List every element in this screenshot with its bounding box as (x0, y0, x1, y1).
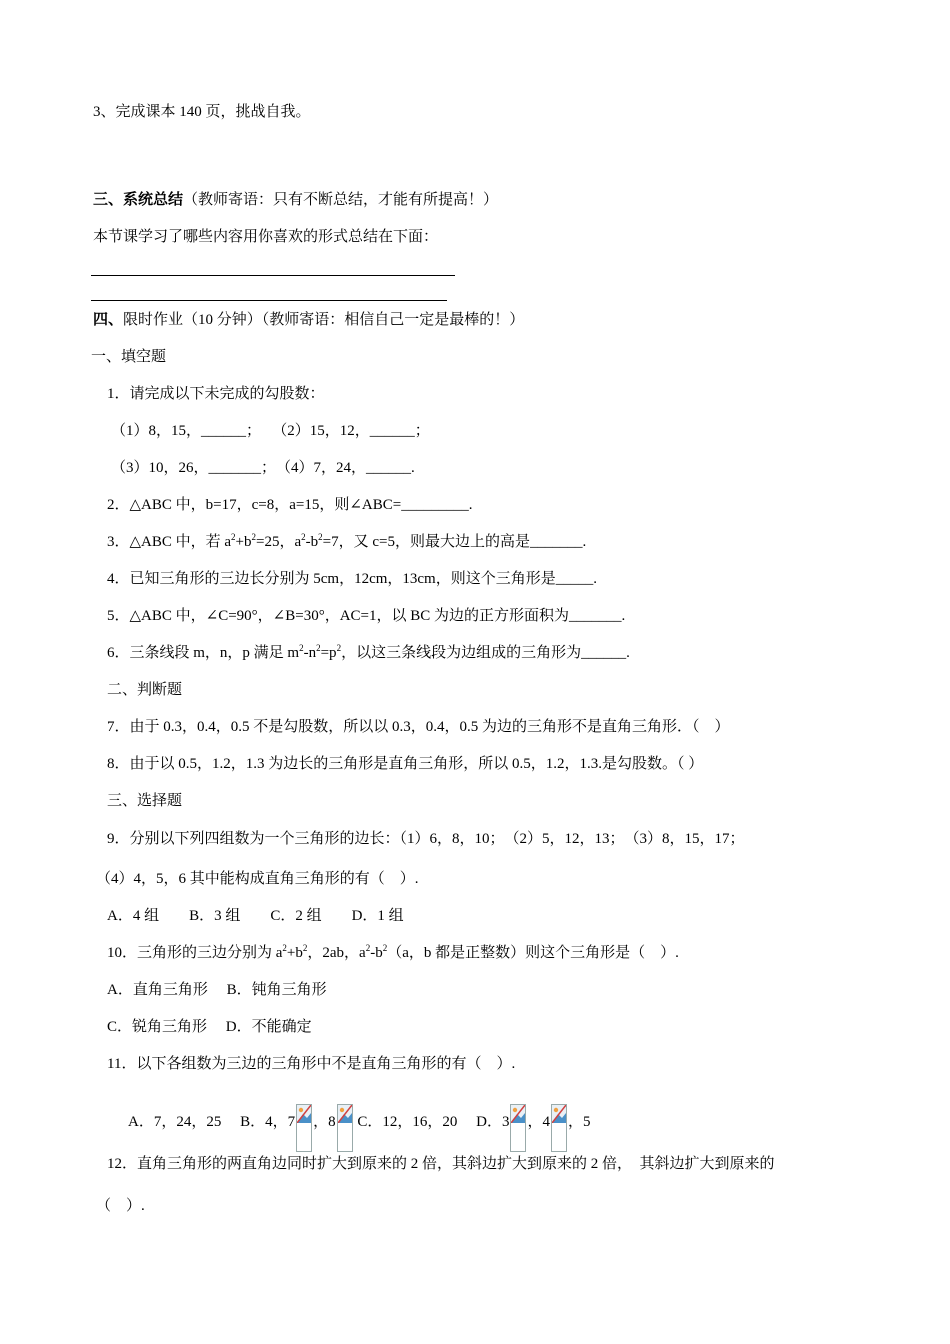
question-5: 5．△ABC 中，∠C=90°，∠B=30°，AC=1，以 BC 为边的正方形面积为_______. (107, 608, 626, 624)
option-d-end: ，5 (567, 1114, 591, 1130)
exponent: 2 (251, 532, 257, 542)
question-4: 4．已知三角形的三边长分别为 5cm，12cm，13cm，则这个三角形是_____. (107, 571, 597, 587)
question-1: 1．请完成以下未完成的勾股数： (107, 386, 325, 402)
broken-image-icon (551, 1104, 567, 1152)
exponent: 2 (365, 943, 371, 953)
broken-image-icon (510, 1104, 526, 1152)
question-10-text: -b (370, 945, 383, 961)
question-6-text: =p (320, 645, 337, 661)
question-3-text: 3．△ABC 中，若 a (107, 534, 232, 550)
question-9-line-1: 9．分别以下列四组数为一个三角形的边长：（1）6，8，10； （2）5，12，13； （3）8，15，17； (107, 831, 745, 847)
exponent: 2 (336, 643, 342, 653)
question-1-line-1: （1）8，15，______； （2）15，12，______； (111, 423, 430, 439)
exponent: 2 (301, 532, 306, 542)
option-d-mid: ，4 (527, 1114, 550, 1130)
question-10-text: 10．三角形的三边分别为 a (107, 945, 283, 961)
question-12-line-2: （ ）. (96, 1198, 145, 1214)
exponent: 2 (299, 643, 304, 653)
question-2: 2．△ABC 中，b=17，c=8，a=15，则∠ABC=_________. (107, 497, 473, 513)
answer-line-2 (91, 300, 447, 301)
section-4-header (93, 310, 524, 330)
part-3-heading: 三、选择题 (107, 793, 183, 809)
question-11-options (128, 1104, 590, 1152)
exponent: 2 (318, 532, 323, 542)
broken-image-icon (337, 1104, 353, 1152)
part-1-heading: 一、填空题 (91, 349, 167, 365)
question-3-text: =25，a (256, 534, 302, 550)
exponent: 2 (282, 943, 287, 953)
option-c-d: C．12，16，20 D．3 (357, 1114, 510, 1130)
answer-line-1 (91, 275, 455, 276)
question-10 (107, 943, 679, 963)
question-8: 8．由于以 0.5，1.2，1.3 为边长的三角形是直角三角形，所以 0.5，1.2，1.3.是勾股数。（ ） (107, 756, 704, 772)
section-4-title: 限时作业（10 分钟）（教师寄语：相信自己一定是最棒的！） (123, 312, 525, 328)
question-10-options-cd: C．锐角三角形 D．不能确定 (107, 1019, 312, 1035)
question-10-text: ，2ab，a (307, 945, 366, 961)
question-6-text: 6．三条线段 m，n，p 满足 m (107, 645, 300, 661)
section-4-heading: 四、 (93, 312, 124, 328)
question-10-text: +b (286, 945, 303, 961)
question-6-text: ，以这三条线段为边组成的三角形为______. (341, 645, 630, 661)
exponent: 2 (382, 943, 388, 953)
section-3-note: （教师寄语：只有不断总结，才能有所提高！） (183, 192, 499, 208)
exponent: 2 (231, 532, 236, 542)
question-3-text: =7，又 c=5，则最大边上的高是_______. (322, 534, 587, 550)
question-3-text: -b (305, 534, 319, 550)
broken-image-icon (296, 1104, 312, 1152)
option-b-tail: ，8 (313, 1114, 336, 1130)
question-10-options-ab: A．直角三角形 B．钝角三角形 (107, 982, 327, 998)
question-7: 7．由于 0.3，0.4，0.5 不是勾股数，所以以 0.3，0.4，0.5 为边的三角形不是直角三角形．（ ） (107, 719, 730, 735)
exponent: 2 (316, 643, 321, 653)
summary-prompt: 本节课学习了哪些内容用你喜欢的形式总结在下面： (93, 229, 439, 245)
question-6-text: -n (303, 645, 317, 661)
exponent: 2 (302, 943, 308, 953)
question-3-text: +b (235, 534, 252, 550)
option-a-b: A．7，24，25 B．4，7 (128, 1114, 296, 1130)
question-3 (107, 532, 586, 552)
question-6 (107, 643, 630, 663)
question-1-line-2: （3）10，26，_______； （4）7，24，______. (111, 460, 415, 476)
item-3: 3、完成课本 140 页，挑战自我。 (93, 104, 311, 120)
part-2-heading: 二、判断题 (107, 682, 183, 698)
question-9-line-2: （4）4，5，6 其中能构成直角三角形的有（ ）. (96, 871, 419, 887)
section-3-heading: 三、系统总结 (93, 192, 184, 208)
question-10-text: （a，b 都是正整数）则这个三角形是（ ）. (387, 945, 679, 961)
question-12-line-1: 12．直角三角形的两直角边同时扩大到原来的 2 倍，其斜边扩大到原来的 2 倍， 其斜边扩大到原来的 (107, 1156, 775, 1172)
question-9-options: A．4 组 B．3 组 C．2 组 D．1 组 (107, 908, 404, 924)
section-3-header (93, 190, 498, 210)
question-11: 11．以下各组数为三边的三角形中不是直角三角形的有（ ）. (107, 1056, 516, 1072)
